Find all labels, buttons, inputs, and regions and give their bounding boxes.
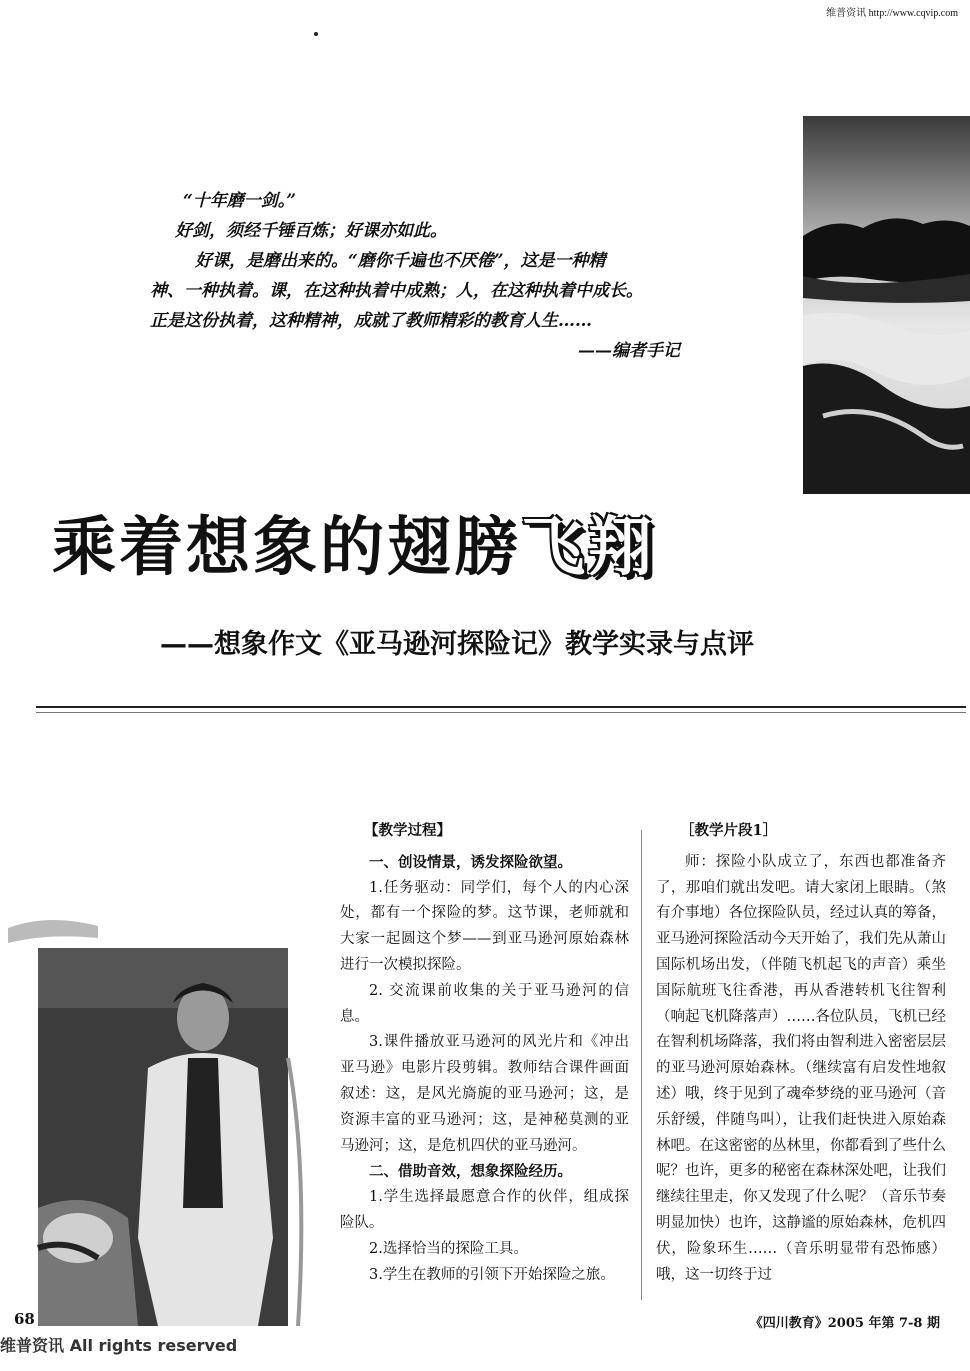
paragraph: 二、借助音效，想象探险经历。 <box>369 1163 572 1181</box>
section-label: 【教学过程】 <box>364 822 451 839</box>
article-title <box>52 496 655 588</box>
article-column-1 <box>340 818 629 1288</box>
journal-citation: 《四川教育》2005 年第 7-8 期 <box>749 1316 940 1331</box>
paragraph: 1.任务驱动：同学们，每个人的内心深处，都有一个探险的梦。这节课，老师就和大家一起圆这个梦——到亚马逊河原始森林进行一次模拟探险。 <box>340 879 629 973</box>
title-highlight: 飞翔 <box>521 511 655 585</box>
quote-signature: ——编者手记 <box>578 341 680 361</box>
page-number: 68 <box>14 1310 35 1328</box>
paragraph: 2.选择恰当的探险工具。 <box>369 1240 528 1257</box>
editor-note <box>150 186 710 366</box>
paragraph: 2. 交流课前收集的关于亚马逊河的信息。 <box>340 982 629 1025</box>
paragraph: 3.课件播放亚马逊河的风光片和《冲出亚马逊》电影片段剪辑。教师结合课件画面叙述：这，是风光旖旎的亚马逊河；这，是资源丰富的亚马逊河；这，是神秘莫测的亚马逊河；这，是危机四伏的亚马逊河。 <box>340 1034 629 1154</box>
paragraph: 3.学生在教师的引领下开始探险之旅。 <box>369 1266 615 1283</box>
quote-line: 好剑，须经千锤百炼；好课亦如此。 <box>175 221 447 241</box>
section-label: ［教学片段1］ <box>680 822 778 839</box>
header-source: 维普资讯 http://www.cqvip.com <box>826 8 958 19</box>
landscape-photo <box>803 116 970 494</box>
divider <box>36 712 966 713</box>
copyright-notice: 维普资讯 All rights reserved <box>0 1336 238 1355</box>
article-column-2 <box>656 818 946 1288</box>
decorative-dot <box>314 32 318 36</box>
paragraph: 一、创设情景，诱发探险欲望。 <box>369 853 572 871</box>
paragraph: 1.学生选择最愿意合作的伙伴，组成探险队。 <box>340 1189 629 1231</box>
paragraph: 师：探险小队成立了，东西也都准备齐了，那咱们就出发吧。请大家闭上眼睛。（煞有介事地）各位探险队员，经过认真的筹备，亚马逊河探险活动今天开始了，我们先从萧山国际机场出发，（伴随飞机起飞的声音）乘坐国际航班飞往香港，再从香港转机飞往智利（响起飞机降落声）……各位队员，飞机已经在智利机场降落，我们将由智利进入密密层层的亚马逊河原始森林。（继续富有启发性地叙述）哦，终于见到了魂牵梦绕的亚马逊河（音乐舒缓，伴随鸟叫），让我们赶快进入原始森林吧。在这密密的丛林里，你都看到了些什么呢？也许，更多的秘密在森林深处吧，让我们继续往里走，你又发现了什么呢？（音乐节奏明显加快）也许，这静谧的原始森林，危机四伏，险象环生……（音乐明显带有恐怖感）哦，这一切终于过 <box>656 853 946 1283</box>
divider <box>36 706 966 708</box>
quote-line: 正是这份执着，这种精神，成就了教师精彩的教育人生…… <box>150 311 592 331</box>
article-subtitle: ——想象作文《亚马逊河探险记》教学实录与点评 <box>160 629 754 660</box>
title-main: 乘着想象的翅膀 <box>52 511 521 585</box>
quote-line: 好课，是磨出来的。“磨你千遍也不厌倦”，这是一种精 <box>195 251 606 271</box>
column-separator <box>641 830 642 1300</box>
classroom-photo <box>8 908 312 1326</box>
quote-line: “十年磨一剑。” <box>183 191 297 211</box>
quote-line: 神、一种执着。课，在这种执着中成熟；人，在这种执着中成长。 <box>150 281 643 301</box>
